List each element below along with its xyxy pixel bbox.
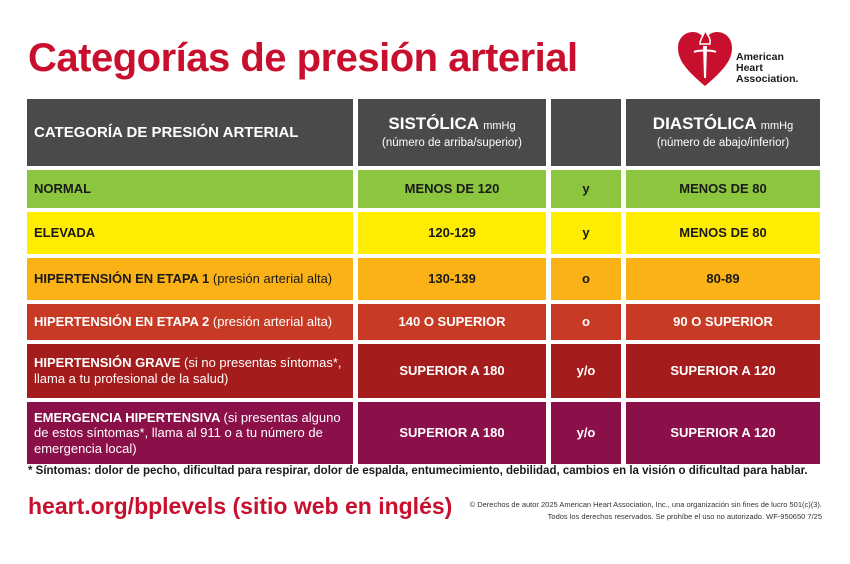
row-grave-connector: y/o <box>551 344 621 398</box>
header-category: CATEGORÍA DE PRESIÓN ARTERIAL <box>27 99 353 166</box>
row-elevada-label: ELEVADA <box>27 212 353 254</box>
row-emergencia-diastolic: SUPERIOR A 120 <box>626 402 820 464</box>
row-etapa2-label: HIPERTENSIÓN EN ETAPA 2 (presión arterial alta) <box>27 304 353 340</box>
copyright-notice: © Derechos de autor 2025 American Heart Association, Inc., una organización sin fines de lucro 501(c)(3). Todos los derechos reservados. Se prohíbe el uso no autorizado. WF-950650 7/25 <box>469 500 822 521</box>
row-etapa1-connector: o <box>551 258 621 300</box>
row-etapa1-label: HIPERTENSIÓN EN ETAPA 1 (presión arterial alta) <box>27 258 353 300</box>
row-etapa1-diastolic: 80-89 <box>626 258 820 300</box>
row-emergencia-connector: y/o <box>551 402 621 464</box>
heart-torch-icon <box>676 24 734 88</box>
row-etapa2-systolic: 140 O SUPERIOR <box>358 304 546 340</box>
row-normal-connector: y <box>551 170 621 208</box>
header-diastolic: DIASTÓLICA mmHg (número de abajo/inferior) <box>626 99 820 166</box>
row-etapa1-systolic: 130-139 <box>358 258 546 300</box>
row-etapa2-diastolic: 90 O SUPERIOR <box>626 304 820 340</box>
aha-logo <box>676 24 826 90</box>
row-grave-systolic: SUPERIOR A 180 <box>358 344 546 398</box>
row-emergencia-systolic: SUPERIOR A 180 <box>358 402 546 464</box>
row-elevada-systolic: 120-129 <box>358 212 546 254</box>
logo-wordmark: American Heart Association. <box>736 51 799 85</box>
website-link[interactable]: heart.org/bplevels (sitio web en inglés) <box>28 493 453 519</box>
row-normal-diastolic: MENOS DE 80 <box>626 170 820 208</box>
header-connector <box>551 99 621 166</box>
page-title: Categorías de presión arterial <box>28 36 578 80</box>
row-elevada-diastolic: MENOS DE 80 <box>626 212 820 254</box>
row-normal-systolic: MENOS DE 120 <box>358 170 546 208</box>
symptoms-footnote: * Síntomas: dolor de pecho, dificultad para respirar, dolor de espalda, entumecimiento, debilidad, cambios en la visión o dificultad para hablar. <box>28 465 808 477</box>
row-grave-diastolic: SUPERIOR A 120 <box>626 344 820 398</box>
row-elevada-connector: y <box>551 212 621 254</box>
row-emergencia-label: EMERGENCIA HIPERTENSIVA (si presentas alguno de estos síntomas*, llama al 911 o a tu número de emergencia local) <box>27 402 353 464</box>
header-systolic: SISTÓLICA mmHg (número de arriba/superior) <box>358 99 546 166</box>
row-normal-label: NORMAL <box>27 170 353 208</box>
row-etapa2-connector: o <box>551 304 621 340</box>
bp-category-table <box>27 99 815 464</box>
row-grave-label: HIPERTENSIÓN GRAVE (si no presentas síntomas*, llama a tu profesional de la salud) <box>27 344 353 398</box>
